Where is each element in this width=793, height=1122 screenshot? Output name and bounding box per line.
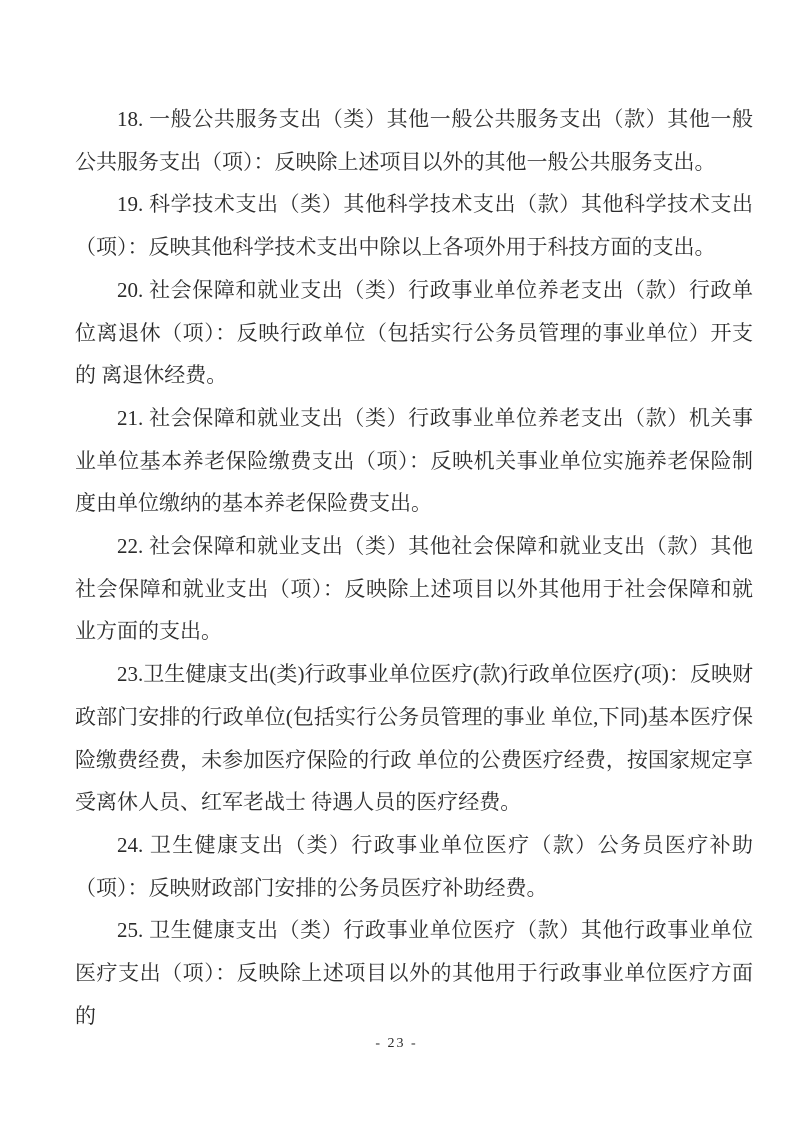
paragraph: 23.卫生健康支出(类)行政事业单位医疗(款)行政单位医疗(项)：反映财政部门安排的行政单位(包括实行公务员管理的事业 单位,下同)基本医疗保险缴费经费，未参加医疗保险的行政 单位的公费医疗经费，按国家规定享受离休人员、红军老战士 待遇人员的医疗经费。 — [75, 662, 753, 815]
paragraph: 22. 社会保障和就业支出（类）其他社会保障和就业支出（款）其他社会保障和就业支出（项）：反映除上述项目以外其他用于社会保障和就业方面的支出。 — [75, 534, 753, 644]
text-block — [75, 98, 753, 1037]
page-number: - 23 - — [375, 1036, 418, 1051]
paragraph: 19. 科学技术支出（类）其他科学技术支出（款）其他科学技术支出（项）：反映其他科学技术支出中除以上各项外用于科技方面的支出。 — [75, 192, 753, 260]
paragraph: 25. 卫生健康支出（类）行政事业单位医疗（款）其他行政事业单位医疗支出（项）：反映除上述项目以外的其他用于行政事业单位医疗方面的 — [75, 918, 753, 1028]
paragraph: 18. 一般公共服务支出（类）其他一般公共服务支出（款）其他一般公共服务支出（项）：反映除上述项目以外的其他一般公共服务支出。 — [75, 107, 753, 174]
paragraph: 24. 卫生健康支出（类）行政事业单位医疗（款）公务员医疗补助（项）：反映财政部门安排的公务员医疗补助经费。 — [75, 832, 753, 900]
paragraph: 21. 社会保障和就业支出（类）行政事业单位养老支出（款）机关事业单位基本养老保险缴费支出（项）：反映机关事业单位实施养老保险制度由单位缴纳的基本养老保险费支出。 — [75, 405, 753, 516]
paragraph: 20. 社会保障和就业支出（类）行政事业单位养老支出（款）行政单位离退休（项）：反映行政单位（包括实行公务员管理的事业单位）开支的 离退休经费。 — [75, 277, 753, 388]
